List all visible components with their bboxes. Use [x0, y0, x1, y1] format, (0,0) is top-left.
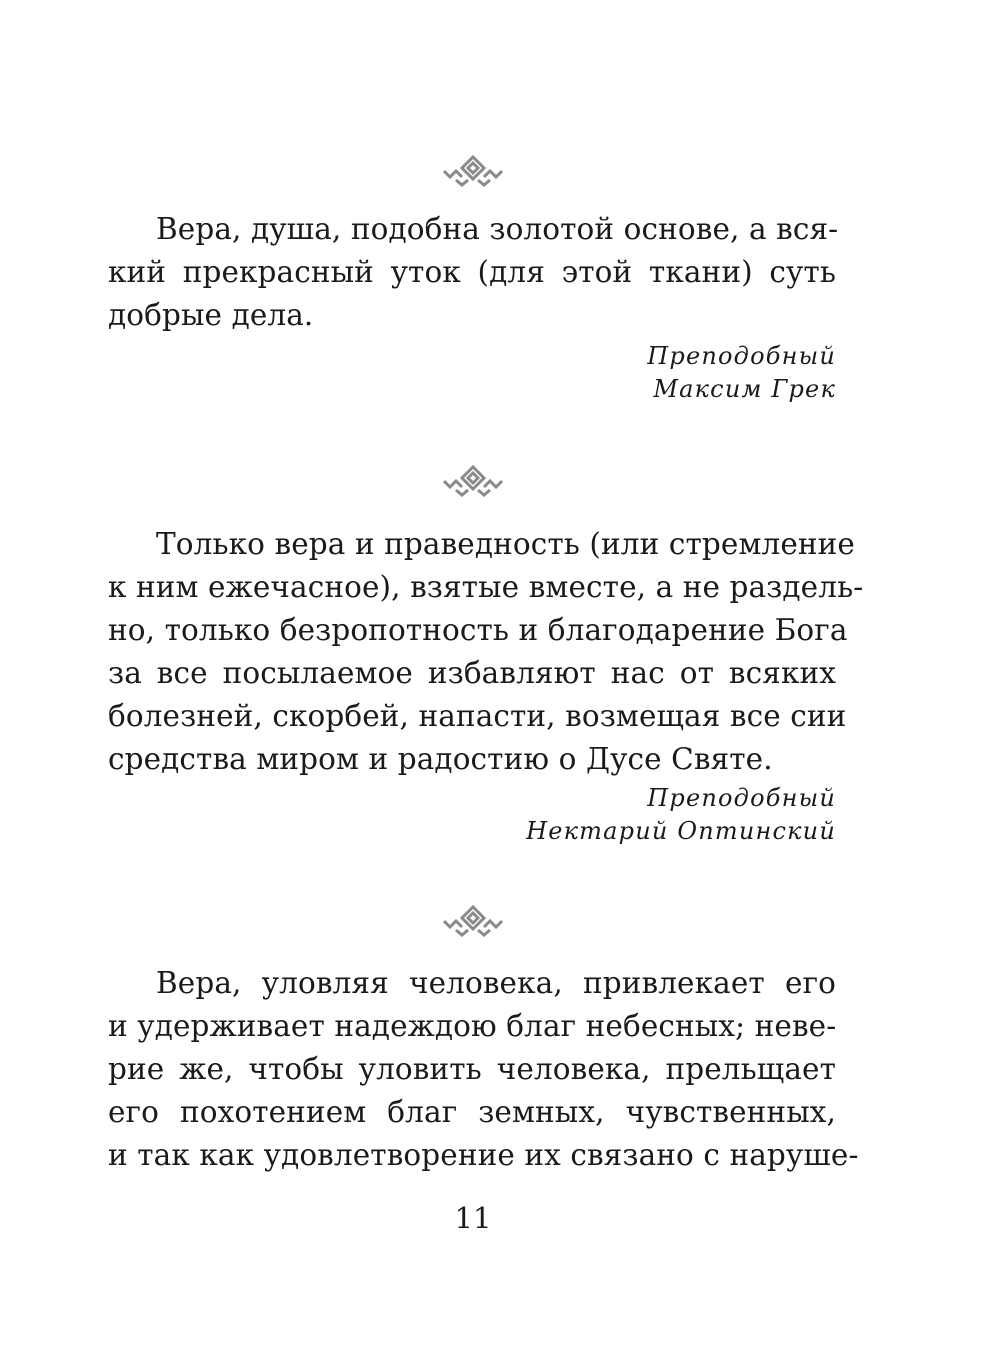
attribution-title: Преподобный: [647, 784, 836, 812]
quote-1-text: [108, 208, 839, 337]
attribution-title: Преподобный: [647, 342, 836, 370]
quote-3-line: его похотением благ земных, чувственных,: [108, 1095, 836, 1129]
page-number: 11: [454, 1201, 492, 1235]
quote-2-line: средства миром и радостию о Дусе Святе.: [108, 742, 773, 776]
quote-2-line: к ним ежечасное), взятые вместе, а не раздель-: [108, 570, 864, 604]
diamond-ornament-icon: [442, 154, 504, 188]
quote-1-attribution: [647, 340, 836, 406]
quote-2-line: болезней, скорбей, напасти, возмещая все сии: [108, 699, 847, 733]
attribution-name: Максим Грек: [653, 375, 836, 403]
quote-2-line: Только вера и праведность (или стремление: [156, 527, 855, 561]
quote-2-line: за все посылаемое избавляют нас от всяких: [108, 656, 836, 690]
quote-3-line: рие же, чтобы уловить человека, прельщает: [108, 1052, 836, 1086]
diamond-ornament-icon: [442, 904, 504, 938]
quote-3-line: и так как удовлетворение их связано с наруше-: [108, 1138, 859, 1172]
quote-2-line: но, только безропотность и благодарение Бога: [108, 613, 848, 647]
quote-2-text: [108, 523, 864, 781]
quote-1-line: добрые дела.: [108, 298, 314, 332]
diamond-ornament-icon: [442, 464, 504, 498]
quote-1-line: кий прекрасный уток (для этой ткани) суть: [108, 255, 836, 289]
quote-2-attribution: [526, 782, 836, 848]
quote-3-line: Вера, уловляя человека, привлекает его: [156, 966, 836, 1000]
attribution-name: Нектарий Оптинский: [526, 817, 836, 845]
quote-1-line: Вера, душа, подобна золотой основе, а вся-: [156, 212, 839, 246]
quote-3-text: [108, 962, 859, 1177]
quote-3-line: и удерживает надеждою благ небесных; неве-: [108, 1009, 837, 1043]
